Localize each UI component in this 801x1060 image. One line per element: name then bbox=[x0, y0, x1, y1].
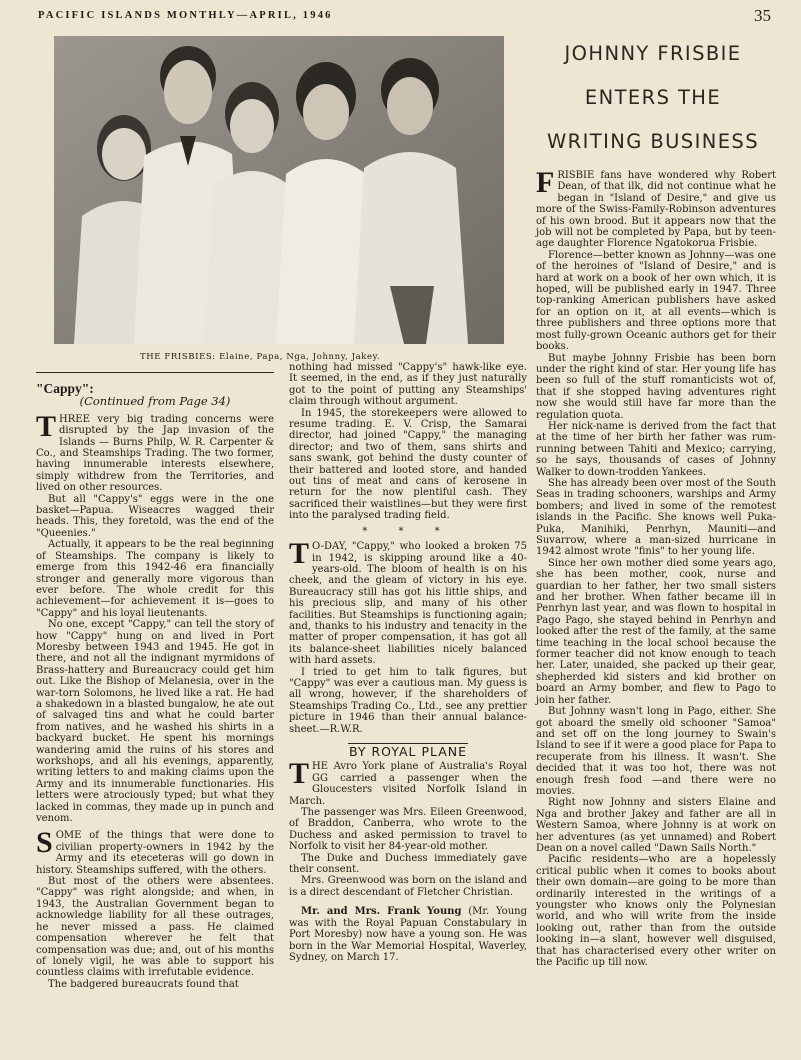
drop-cap: F bbox=[536, 166, 555, 199]
paragraph: Actually, it appears to be the real beginning of Steamships. The company is likely to emerge from this 1942-46 era financially stronger and generally more vigorous than ever before. The whole credit for this achievement—for achievement it is—goes to "Cappy" and his loyal lieutenants. bbox=[36, 539, 274, 619]
column-cappy bbox=[36, 372, 274, 990]
paragraph: Since her own mother died some years ago, she has been mother, cook, nurse and guardian to her father, her two small sisters and her brother. When father became ill in Penrhyn last year, and was flown to hospital in Pago Pago, she stayed behind in Penrhyn and looked after the rest of the family, at the same time teaching in the local school because the former teacher did not know enough to teach her. Later, unaided, she packed up their gear, shepherded kid sisters and kid brother on board an Army bomber, and flew to Pago to join her father. bbox=[536, 557, 776, 706]
paragraph: I tried to get him to talk figures, but "Cappy" was ever a cautious man. My guess is all wrong, however, if the shareholders of Steamships Trading Co., Ltd., see any prettier picture in 1946 than their annual balance-sheet.—R.W.R. bbox=[289, 666, 527, 735]
paragraph: But most of the others were absentees. "Cappy" was right alongside; and when, in 1943, the Australian Government began to acknowledge liability for all these outrages, he never missed a pass. He claimed compensation wherever he felt that compensation was due; and, out of his months of lonely vigil, he was able to support his countless claims with irrefutable evidence. bbox=[36, 876, 274, 979]
paragraph: But all "Cappy's" eggs were in the one basket—Papua. Wiseacres wagged their heads. This, they foretold, was the end of the "Queenies." bbox=[36, 493, 274, 539]
paragraph bbox=[289, 906, 527, 963]
continued-from-note: (Continued from Page 34) bbox=[79, 394, 231, 409]
section-title-cappy: "Cappy": bbox=[36, 381, 94, 396]
paragraph: Right now Johnny and sisters Elaine and Nga and brother Jakey and father are all in Western Samoa, where Johnny is at work on her adventures (as yet unnamed) and Robert Dean on a novel called "Dawn Sails North." bbox=[536, 797, 776, 854]
column-frisbie bbox=[536, 166, 776, 969]
paragraph-text: RISBIE fans have wondered why Robert Dean, of that ilk, did not continue what he began in "Island of Desire," and give us more of the Swiss-Family-Robinson adventures of his own brood. But it appears now that the job will not be completed by Papa, but by teen-age daughter Florence Ngatokorua Frisbie. bbox=[536, 170, 776, 250]
paragraph bbox=[289, 537, 527, 667]
paragraph: She has already been over most of the South Seas in trading schooners, warships and Army bombers; and lived in some of the remotest islands in the Pacific. She knows well Puka-Puka, Manihiki, Penrhyn, Mauniti—and Suvarrow, where a man-sized hurricane in 1942 almost wrote "finis" to her young life. bbox=[536, 477, 776, 558]
paragraph: The Duke and Duchess immediately gave their consent. bbox=[289, 852, 527, 876]
page-number: 35 bbox=[754, 6, 771, 25]
paragraph: Pacific residents—who are a hopelessly critical public when it comes to books about their own domain—are going to be more than ordinarily interested in the writings of a youngster who knows only the Polynesian world, and who will write from the inside looking out, rather than from the outside looking in—a slant, however well disguised, that has characterised every other writer on the Pacific up till now. bbox=[536, 854, 776, 969]
article-headline bbox=[528, 42, 778, 174]
paragraph bbox=[36, 409, 274, 494]
paragraph-text: (Mr. Young was with the Royal Papuan Constabulary in Port Moresby) now have a young son. He was born in the War Memorial Hospital, Waverley, Sydney, on March 17. bbox=[289, 906, 527, 963]
drop-cap: S bbox=[36, 826, 53, 860]
headline-line-3: WRITING BUSINESS bbox=[547, 130, 759, 153]
photograph-figures bbox=[54, 36, 504, 344]
bold-lead: Mr. and Mrs. Frank Young bbox=[301, 906, 462, 918]
paragraph: Her nick-name is derived from the fact that at the time of her birth her father was rum-running between Tahiti and Mexico; carrying, so he says, thousands of cases of Johnny Walker to down-trodden Yankees. bbox=[536, 420, 776, 478]
paragraph: In 1945, the storekeepers were allowed to resume trading. E. V. Crisp, the Samarai director, had joined "Cappy," the managing director; and two of them, sans shirts and sans swank, got behind the dusty counter of their battered and looted store, and handed out tins of meat and cans of kerosene in return for the now plentiful cash. They sacrificed their waistlines—but they were first into the paralysed trading field. bbox=[289, 407, 527, 522]
paragraph: The passenger was Mrs. Eileen Greenwood, of Braddon, Canberra, who wrote to the Duchess and asked permission to travel to Norfolk to visit her 84-year-old mother. bbox=[289, 807, 527, 853]
paragraph: No one, except "Cappy," can tell the story of how "Cappy" hung on and lived in Port Moresby between 1943 and 1945. He got in there, and not all the indignant myrmidons of Brass-hattery and Bureaucracy could get him out. Like the Bishop of Melanesia, over in the war-torn Solomons, he lived like a rat. He had a shakedown in a blasted bungalow, he ate out of salvaged tins and what he could barter from natives, and he washed his shirts in a backyard bucket. He spent his mornings wandering amid the ruins of his stores and workshops, and all his evenings, apparently, writing letters to and making claims upon the Army and its innumerable functionaries. His letters were atrociously typed; but what they lacked in commas, they made up in punch and venom. bbox=[36, 619, 274, 825]
family-photograph bbox=[54, 36, 504, 344]
paragraph: But maybe Johnny Frisbie has been born under the right kind of star. Her young life has been so full of the stuff romanticists wot of, that if she stopped having adventures right now she would still have far more than the regulation quota. bbox=[536, 352, 776, 421]
paragraph bbox=[536, 166, 776, 250]
running-head: PACIFIC ISLANDS MONTHLY—APRIL, 1946 bbox=[38, 10, 333, 21]
paragraph: Mrs. Greenwood was born on the island and is a direct descendant of Fletcher Christian. bbox=[289, 875, 527, 898]
paragraph: nothing had missed "Cappy's" hawk-like eye. It seemed, in the end, as if they just naturally got to the point of putting any Steamships' claim through without argument. bbox=[289, 362, 527, 408]
section-title-text: BY ROYAL PLANE bbox=[348, 744, 468, 759]
drop-cap: T bbox=[36, 409, 57, 443]
section-title-royal-plane bbox=[289, 743, 527, 757]
drop-cap: T bbox=[289, 757, 310, 791]
paragraph: But Johnny wasn't long in Pago, either. She got aboard the smelly old schooner "Samoa" and set off on the long journey to Swain's Island to see if it were a good place for Papa to recuperate from his illness. It wasn't. She decided that it was too hot, there was not enough fresh food —and there were no movies. bbox=[536, 706, 776, 797]
paragraph: The badgered bureaucrats found that bbox=[48, 978, 239, 990]
headline-line-1: JOHNNY FRISBIE bbox=[564, 42, 742, 65]
section-break-stars: * * * bbox=[362, 525, 454, 537]
paragraph: Florence—better known as Johnny—was one of the heroines of "Island of Desire," and is hard at work on a book of her own which, it is hoped, will be published early in 1947. Three top-ranking American publishers have asked for an option on it, at all events—which is three publishers and three options more that most fully-grown Oceanic authors get for their books. bbox=[536, 249, 776, 353]
paragraph bbox=[289, 757, 527, 807]
paragraph-text: HREE very big trading concerns were disrupted by the Jap invasion of the Islands — Burns Philp, W. R. Carpenter & Co., and Steamships Trading. The two former, having innumerable interests elsewhere, simply withdrew from the Territories, and lived on other resources. bbox=[36, 413, 274, 494]
photo-caption: THE FRISBIES: Elaine, Papa, Nga, Johnny, Jakey. bbox=[140, 352, 381, 362]
paragraph-text: OME of the things that were done to civilian property-owners in 1942 by the Army and its eteceteras will go down in history. Steamships suffered, with the others. bbox=[36, 830, 274, 876]
headline-line-2: ENTERS THE bbox=[584, 86, 722, 109]
paragraph-text: HE Avro York plane of Australia's Royal GG carried a passenger when the Gloucesters visited Norfolk Island in March. bbox=[289, 761, 527, 807]
paragraph-text: O-DAY, "Cappy," who looked a broken 75 in 1942, is skipping around like a 40-years-old. The bloom of health is on his cheek, and the gleam of victory in his eye. Bureaucracy still has got his little ships, and his precious slip, and many of his other facilities. But Steamships is functioning again; and, thanks to his industry and tenacity in the matter of proper compensation, it has got all its balance-sheet liabilities nicely balanced with hard assets. bbox=[289, 541, 527, 667]
column-top-rule bbox=[36, 372, 274, 373]
drop-cap: T bbox=[289, 537, 310, 571]
column-cappy-continued bbox=[289, 362, 527, 963]
paragraph bbox=[36, 826, 274, 876]
